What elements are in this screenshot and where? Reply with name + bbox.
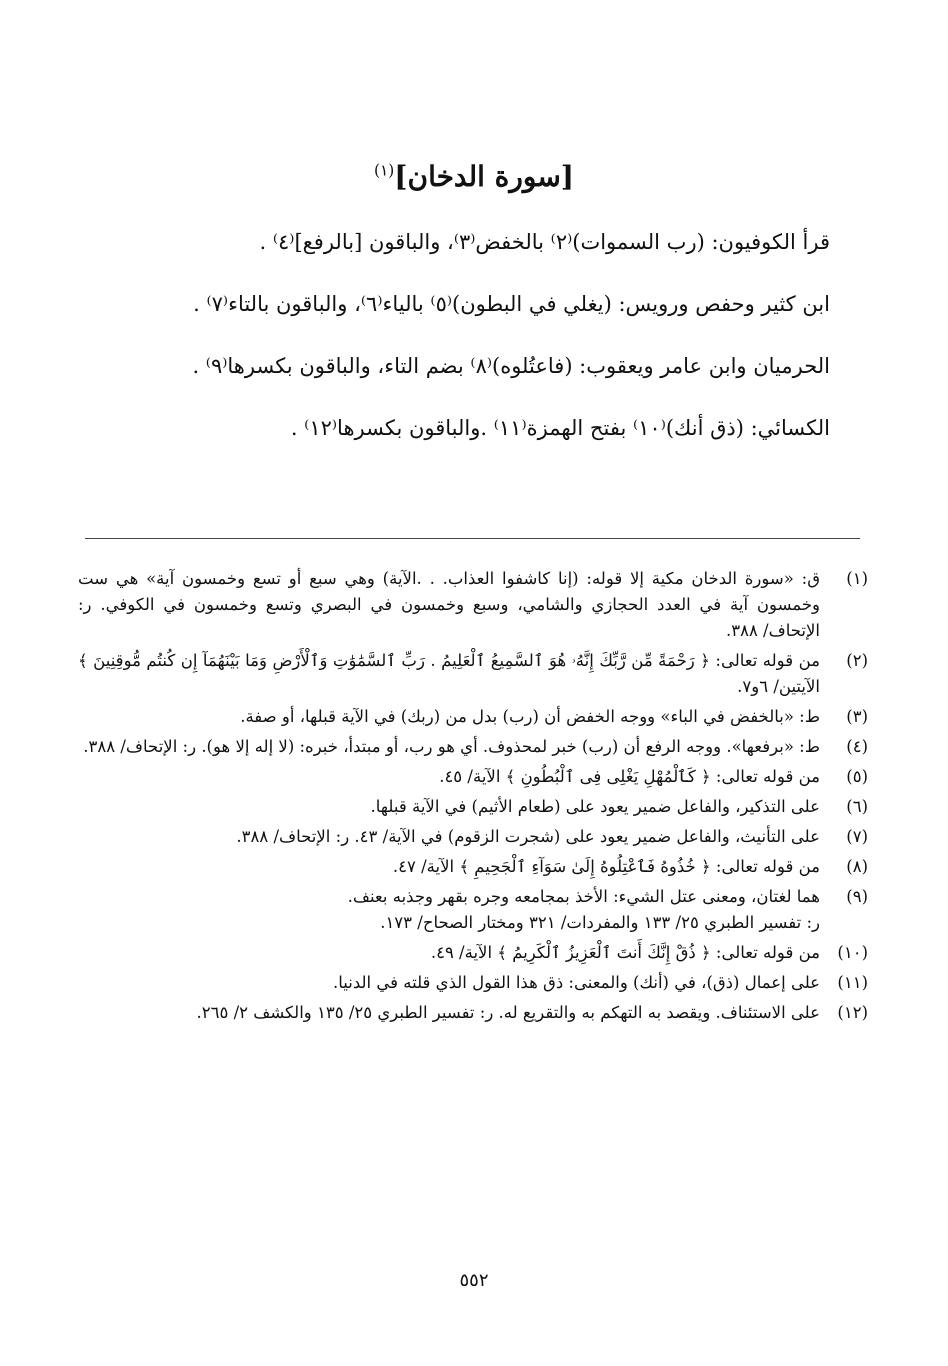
- footnote: [78, 704, 868, 730]
- footnote: [78, 764, 868, 790]
- footnote-number: (٦): [846, 797, 868, 816]
- footnote-divider: [85, 538, 860, 539]
- footnote-text: ر: تفسير الطبري ٢٥/ ١٣٣ والمفردات/ ٣٢١ ومختار الصحاح/ ١٧٣.: [380, 913, 820, 932]
- footnote-text: على التذكير، والفاعل ضمير يعود على (طعام الأثيم) في الآية قبلها.: [370, 797, 820, 816]
- footnote-number: (٢): [846, 651, 868, 670]
- reading-line: ابن كثير وحفص ورويس: (يغلي في البطون)⁽٥⁾ بالياء⁽٦⁾، والباقون بالتاء⁽٧⁾ .: [193, 292, 830, 316]
- footnote-text: من قوله تعالى: ﴿ رَحْمَةً مِّن رَّبِّكَ إِنَّهُۥ هُوَ ٱلسَّمِيعُ ٱلْعَلِيمُ . رَبِّ ٱلسَّمَٰوَٰتِ وَٱلْأَرْضِ وَمَا بَيْنَهُمَآ إِن كُنتُم مُّوقِنِينَ ﴾ الآيتين/ ٦و٧.: [78, 651, 820, 696]
- footnote-text: على الاستئناف. ويقصد به التهكم به والتقريع له. ر: تفسير الطبري ٢٥/ ١٣٥ والكشف ٢/ ٢٦٥.: [196, 1003, 820, 1022]
- footnote: [78, 566, 868, 644]
- reading-line: الحرميان وابن عامر ويعقوب: (فاعتُلوه)⁽٨⁾ بضم التاء، والباقون بكسرها⁽٩⁾ .: [192, 354, 830, 378]
- footnote: [78, 1000, 868, 1026]
- footnote: [78, 854, 868, 880]
- main-text: [90, 222, 830, 470]
- footnote-number: (٨): [846, 857, 868, 876]
- footnote-number: (٧): [846, 827, 868, 846]
- footnote: [78, 648, 868, 700]
- footnote: [78, 734, 868, 760]
- footnote: [78, 794, 868, 820]
- footnote-text: ق: «سورة الدخان مكية إلا قوله: (إنا كاشفوا العذاب. . .الآية) وهي سبع أو تسع وخمسون آية» هي ست وخمسون آية في العدد الحجازي والشامي، وسبع وخمسون في البصري وتسع وخمسون في الكوفي. ر: الإتحاف/ ٣٨٨.: [78, 569, 820, 640]
- footnote-number: (١١): [837, 973, 868, 992]
- footnote: [78, 884, 868, 936]
- footnote-number: (٤): [846, 737, 868, 756]
- footnote-text: على إعمال (ذق)، في (أنك) والمعنى: ذق هذا القول الذي قلته في الدنيا.: [333, 973, 820, 992]
- footnote: [78, 940, 868, 966]
- footnote-text: ط: «بالخفض في الباء» ووجه الخفض أن (رب) بدل من (ربك) في الآية قبلها، أو صفة.: [240, 707, 820, 726]
- surah-title-text: [سورة الدخان]: [394, 160, 575, 193]
- footnote-number: (٥): [846, 767, 868, 786]
- title-footnote-ref: (١): [373, 161, 395, 180]
- footnote-text: على التأنيث، والفاعل ضمير يعود على (شجرت الزقوم) في الآية/ ٤٣. ر: الإتحاف/ ٣٨٨.: [236, 827, 820, 846]
- footnote-text: من قوله تعالى: ﴿ ذُقْ إِنَّكَ أَنتَ ٱلْعَزِيزُ ٱلْكَرِيمُ ﴾ الآية/ ٤٩.: [430, 943, 820, 962]
- reading-line: الكسائي: (ذق أنك)⁽١٠⁾ بفتح الهمزة⁽١١⁾ .والباقون بكسرها⁽١٢⁾ .: [290, 416, 830, 440]
- footnote-text: ط: «برفعها». ووجه الرفع أن (رب) خبر لمحذوف. أي هو رب، أو مبتدأ، خبره: (لا إله إلا هو). ر: الإتحاف/ ٣٨٨.: [83, 737, 820, 756]
- footnote-number: (١٢): [837, 1003, 868, 1022]
- footnote-text: هما لغتان، ومعنى عتل الشيء: الأخذ بمجامعه وجره بقهر وجذبه بعنف.: [347, 887, 820, 906]
- footnote: [78, 824, 868, 850]
- surah-title: [0, 160, 948, 193]
- footnotes: [78, 566, 868, 1030]
- footnote-number: (١٠): [837, 943, 868, 962]
- footnote: [78, 970, 868, 996]
- footnote-text: من قوله تعالى: ﴿ خُذُوهُ فَٱعْتِلُوهُ إِلَىٰ سَوَآءِ ٱلْجَحِيمِ ﴾ الآية/ ٤٧.: [392, 857, 820, 876]
- footnote-number: (٩): [846, 887, 868, 906]
- page-number: ٥٥٢: [459, 1270, 489, 1291]
- footnote-text: من قوله تعالى: ﴿ كَٱلْمُهْلِ يَغْلِى فِى ٱلْبُطُونِ ﴾ الآية/ ٤٥.: [439, 767, 820, 786]
- footnote-number: (١): [846, 569, 868, 588]
- footnote-number: (٣): [846, 707, 868, 726]
- reading-line: قرأ الكوفيون: (رب السموات)⁽٢⁾ بالخفض⁽٣⁾، والباقون [بالرفع]⁽٤⁾ .: [259, 230, 830, 254]
